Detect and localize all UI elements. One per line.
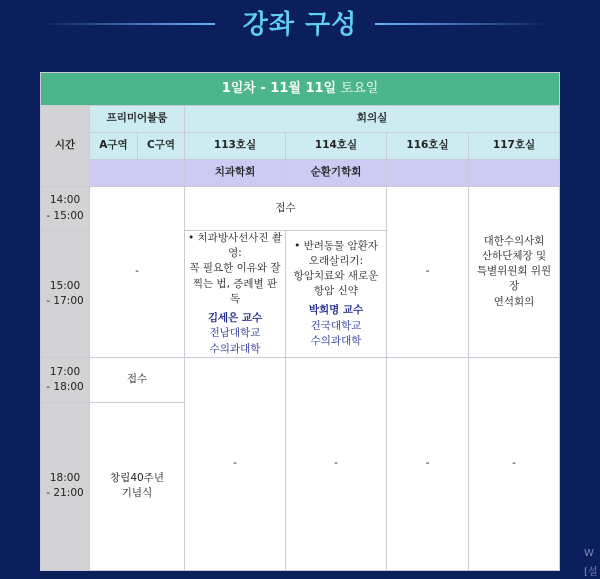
venue-header-row	[41, 106, 560, 133]
premier-session-1: -	[90, 187, 185, 358]
meeting-room-header: 회의실	[185, 106, 560, 133]
corner-text-2: [설	[584, 567, 598, 578]
time-slot-1800: 18:00 - 21:00	[41, 402, 90, 570]
room-114-session-2: -	[286, 357, 387, 570]
room-113-session-2: -	[185, 357, 286, 570]
room-116-session-2: -	[387, 357, 469, 570]
time-slot-1400: 14:00 - 15:00	[41, 187, 90, 231]
premier-society-cell	[90, 160, 185, 187]
premier-registration: 접수	[90, 357, 185, 402]
anniversary-ceremony: 창립40주년 기념식	[90, 402, 185, 570]
time-slot-1500: 15:00 - 17:00	[41, 231, 90, 358]
zone-a-header: A구역	[90, 133, 138, 160]
lecture-113-professor: 김세은 교수	[207, 312, 263, 325]
premier-ballroom-header: 프리미어볼룸	[90, 106, 185, 133]
corner-text-1: W	[584, 548, 594, 559]
schedule-table	[40, 72, 560, 571]
room-117-header: 117호실	[469, 133, 560, 160]
day-header-row	[41, 73, 560, 106]
lecture-114-professor: 박희명 교수	[308, 304, 364, 317]
room-117-session-2: -	[469, 357, 560, 570]
society-113: 치과학회	[185, 160, 286, 187]
meeting-registration: 접수	[185, 187, 387, 231]
room-114-header: 114호실	[286, 133, 387, 160]
lecture-113	[185, 231, 286, 358]
section-header	[0, 0, 600, 46]
lecture-113-title: • 치과방사선사진 촬영: 꼭 필요한 이유와 잘 찍는 법, 증례별 판독	[188, 232, 283, 305]
room-116-session-1: -	[387, 187, 469, 358]
header-divider-right	[375, 23, 550, 25]
society-row	[41, 160, 560, 187]
time-row-1700	[41, 357, 560, 402]
room-117-session-1: 대한수의사회 산하단체장 및 특별위원회 위원장 연석회의	[469, 187, 560, 358]
day-label: 1일차 - 11월 11일	[221, 80, 337, 96]
lecture-114-affiliation: 건국대학교 수의과대학	[310, 319, 362, 347]
lecture-113-affiliation: 전남대학교 수의과대학	[209, 327, 261, 355]
zone-c-header: C구역	[138, 133, 185, 160]
room-116-header: 116호실	[387, 133, 469, 160]
time-column-header: 시간	[41, 106, 90, 187]
society-114: 순환기학회	[286, 160, 387, 187]
society-116	[387, 160, 469, 187]
day-header	[41, 73, 560, 106]
lecture-114-title: • 반려동물 암환자 오래살리기: 항암치료와 새로운 항암 신약	[293, 239, 379, 298]
room-header-row	[41, 133, 560, 160]
day-weekday: 토요일	[340, 80, 379, 96]
time-slot-1700: 17:00 - 18:00	[41, 357, 90, 402]
time-row-1400	[41, 187, 560, 231]
room-113-header: 113호실	[185, 133, 286, 160]
section-title: 강좌 구성	[242, 10, 358, 40]
society-117	[469, 160, 560, 187]
lecture-114	[286, 231, 387, 358]
